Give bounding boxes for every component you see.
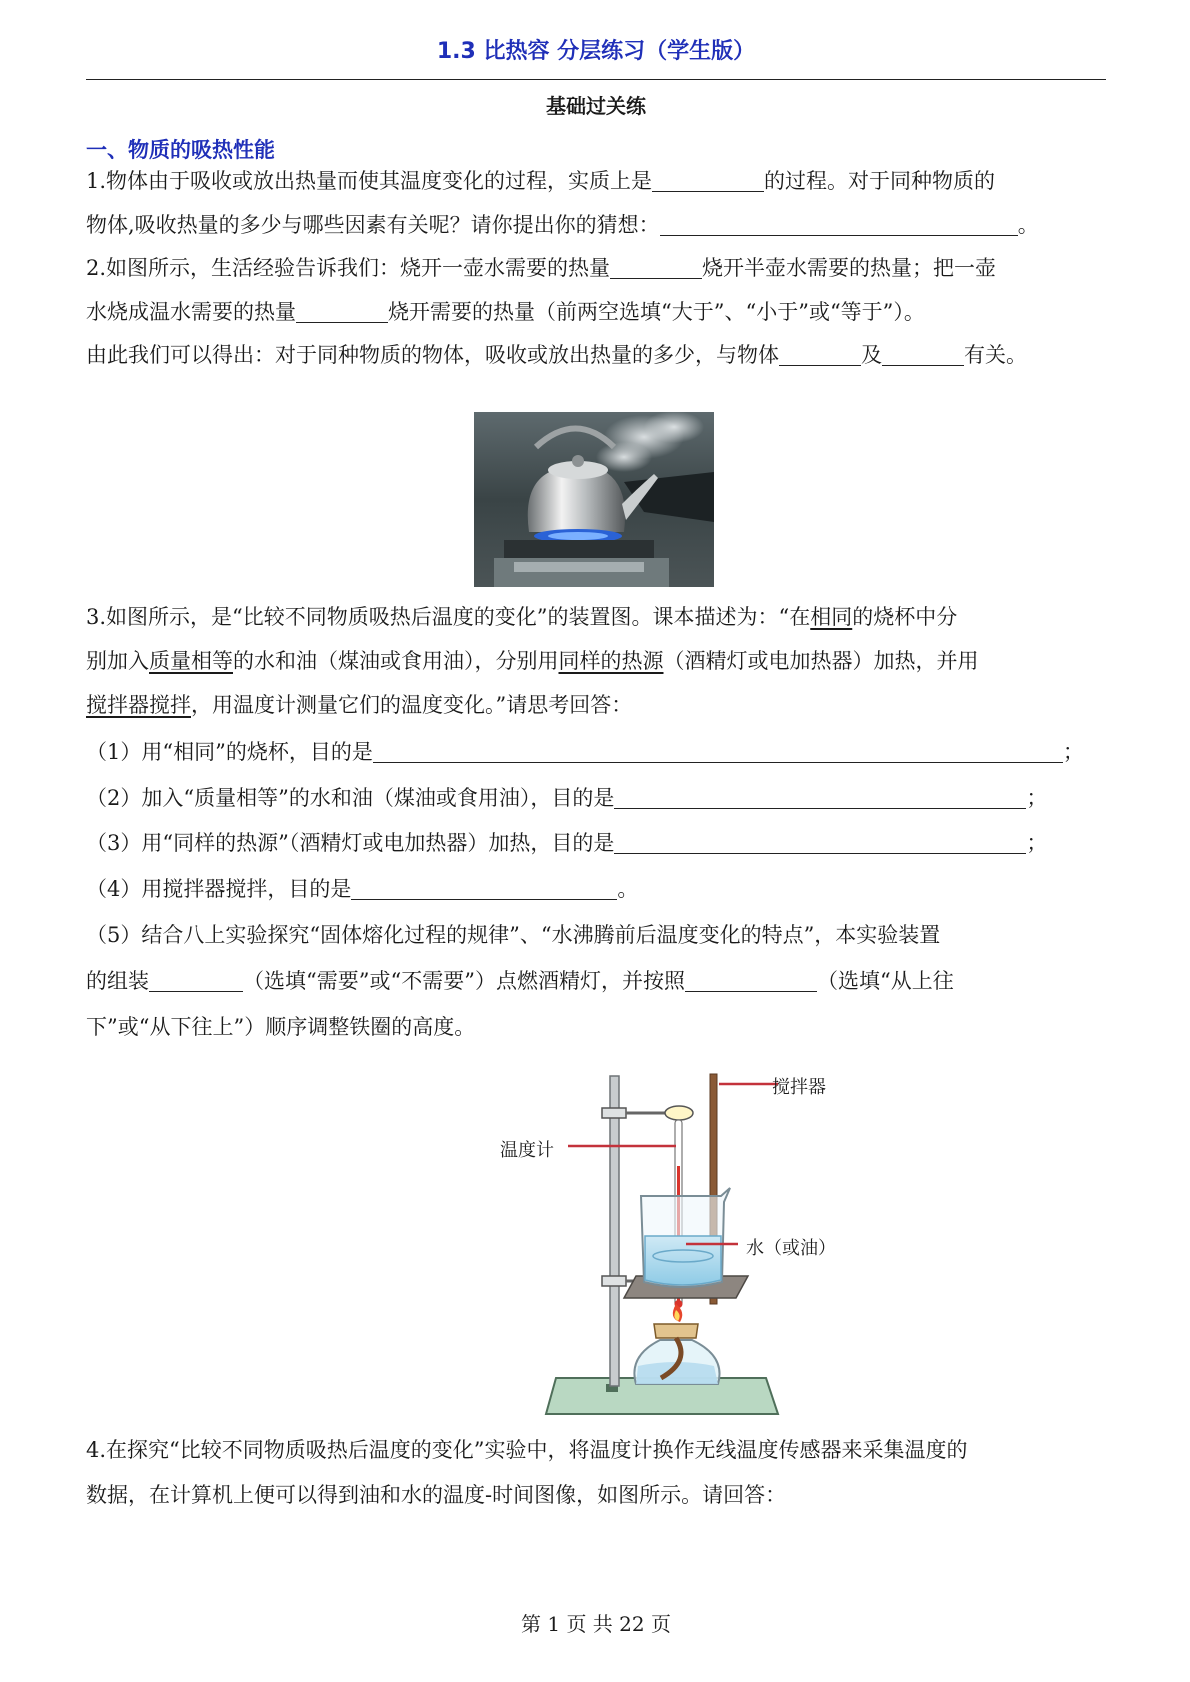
q2-blank-2[interactable] [296,300,388,323]
q3-line1 [86,602,957,632]
q2-text: 有关。 [964,343,1027,367]
q2-line2 [86,297,925,327]
q3-sub5-line3 [86,1012,475,1042]
q3-underlined: 质量相等 [149,649,233,673]
q3-sub5-line2 [86,966,954,996]
q1-line1 [86,166,995,196]
q1-blank-2[interactable] [660,213,1018,236]
q3-sub-text: 的组装 [86,969,149,993]
q3-sub-text: （选填“需要”或“不需要”）点燃酒精灯，并按照 [243,969,685,993]
q3-blank-6[interactable] [685,969,817,992]
q3-sub-text: （4）用搅拌器搅拌，目的是 [86,877,352,901]
q3-punct: ； [1062,740,1084,764]
q2-line1 [86,253,996,283]
q1-text: 的过程。对于同种物质的 [764,169,996,193]
q2-blank-4[interactable] [882,343,964,366]
q3-blank-5[interactable] [149,969,243,992]
q3-line2 [86,646,979,676]
q3-sub2 [86,783,1047,813]
q3-punct: ； [1026,786,1048,810]
q3-sub-text: （1）用“相同”的烧杯，目的是 [86,740,373,764]
q2-blank-1[interactable] [610,256,702,279]
q2-text: 水烧成温水需要的热量 [86,300,296,324]
q4-line1 [86,1435,968,1465]
document-title: 1.3 比热容 分层练习（学生版） [436,39,756,64]
q1-text: 1.物体由于吸收或放出热量而使其温度变化的过程，实质上是 [86,169,653,193]
q3-sub-text: （2）加入“质量相等”的水和油（煤油或食用油），目的是 [86,786,615,810]
section-subtitle: 基础过关练 [546,94,646,118]
q3-sub3 [86,828,1047,858]
q3-underlined: 搅拌器搅拌 [86,693,191,717]
q2-text: 及 [861,343,882,367]
section-heading: 一、物质的吸热性能 [86,138,275,162]
header-rule [86,79,1106,80]
q2-blank-3[interactable] [779,343,861,366]
q3-text: （酒精灯或电加热器）加热，并用 [663,649,979,673]
q2-text: 烧开需要的热量（前两空选填“大于”、“小于”或“等于”）。 [388,300,925,324]
q1-text: 。 [1017,213,1039,237]
q3-sub4 [86,874,638,904]
q2-text: 由此我们可以得出：对于同种物质的物体，吸收或放出热量的多少，与物体 [86,343,779,367]
q3-sub-text: 下”或“从下往上”）顺序调整铁圈的高度。 [86,1015,476,1039]
q3-blank-4[interactable] [351,877,617,900]
q1-text: 物体,吸收热量的多少与哪些因素有关呢？请你提出你的猜想： [86,213,660,237]
q4-text: 数据，在计算机上便可以得到油和水的温度-时间图像，如图所示。请回答： [86,1483,787,1507]
q3-sub1 [86,737,1084,767]
q2-text: 烧开半壶水需要的热量；把一壶 [702,256,997,280]
page-number: 第 1 页 共 22 页 [521,1612,671,1636]
q3-text: ，用温度计测量它们的温度变化。”请思考回答： [191,693,633,717]
q3-blank-2[interactable] [614,786,1026,809]
stirrer-label: 搅拌器 [772,1077,826,1098]
q4-line2 [86,1480,786,1510]
water-label: 水（或油） [746,1238,836,1259]
document-page [86,0,1106,1682]
q3-blank-3[interactable] [614,831,1026,854]
kettle-photo [474,412,714,587]
q1-blank-1[interactable] [652,169,764,192]
q3-text: 别加入 [86,649,149,673]
q3-sub-text: （选填“从上往 [816,969,954,993]
q3-underlined: 同样的热源 [558,649,664,673]
q3-line3 [86,690,632,720]
q3-punct: 。 [617,877,639,901]
q2-text: 2.如图所示，生活经验告诉我们：烧开一壶水需要的热量 [86,256,611,280]
q3-text: 3.如图所示，是“比较不同物质吸热后温度的变化”的装置图。课本描述为：“在 [86,605,811,629]
q3-sub-text: （5）结合八上实验探究“固体熔化过程的规律”、“水沸腾前后温度变化的特点”，本实验装置 [86,923,941,947]
q3-blank-1[interactable] [373,740,1063,763]
q3-sub5-line1 [86,920,940,950]
q3-sub-text: （3）用“同样的热源”（酒精灯或电加热器）加热，目的是 [86,831,615,855]
q3-punct: ； [1026,831,1048,855]
q1-line2 [86,210,1039,240]
q3-underlined: 相同 [810,605,853,629]
q3-text: 的烧杯中分 [852,605,958,629]
q2-line3 [86,340,1027,370]
thermometer-label: 温度计 [500,1140,554,1161]
q3-text: 的水和油（煤油或食用油），分别用 [233,649,559,673]
q4-text: 4.在探究“比较不同物质吸热后温度的变化”实验中，将温度计换作无线温度传感器来采集温度的 [86,1438,968,1462]
